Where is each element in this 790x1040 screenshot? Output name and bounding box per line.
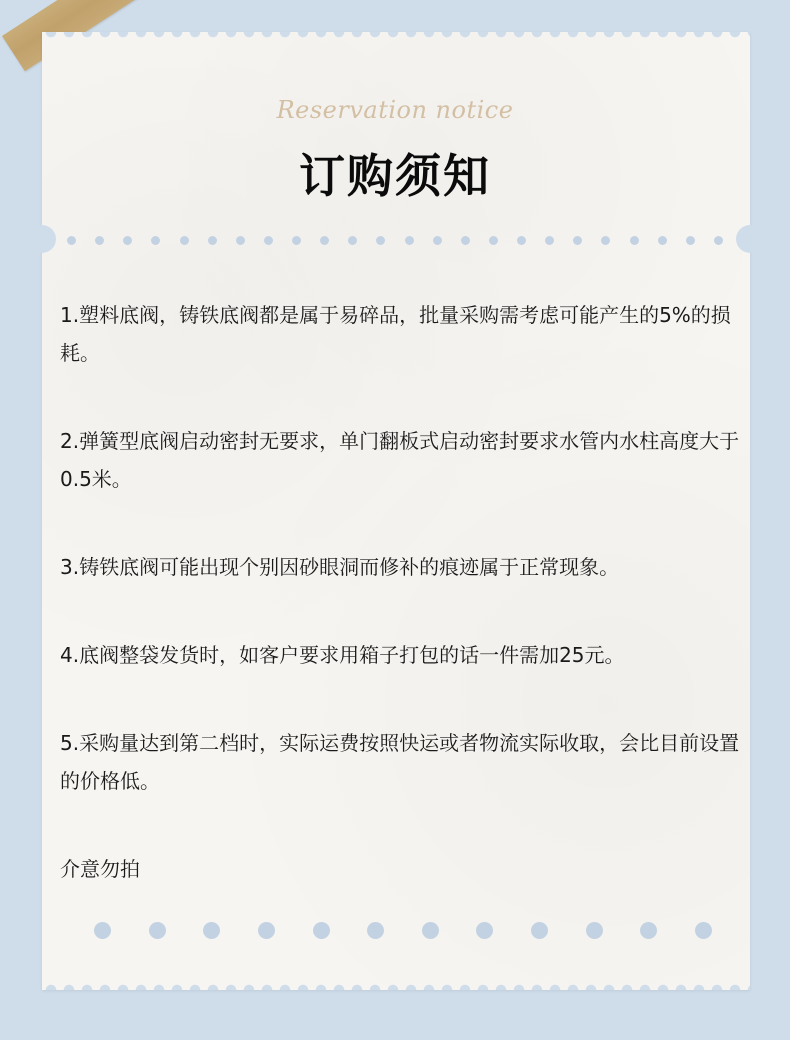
notice-item: 4.底阀整袋发货时，如客户要求用箱子打包的话一件需加25元。	[60, 643, 625, 667]
divider-dot	[461, 236, 470, 245]
divider-dot	[180, 236, 189, 245]
divider-dot	[489, 236, 498, 245]
footer-dot	[422, 922, 439, 939]
footer-dot	[94, 922, 111, 939]
divider-dot	[545, 236, 554, 245]
footer-note: 介意勿拍	[60, 857, 140, 881]
divider-dot	[208, 236, 217, 245]
footer-dot	[476, 922, 493, 939]
footer-dot	[695, 922, 712, 939]
divider-dot	[292, 236, 301, 245]
notice-item: 1.塑料底阀，铸铁底阀都是属于易碎品，批量采购需考虑可能产生的5%的损耗。	[60, 303, 731, 365]
ticket-notch-right	[736, 225, 764, 253]
notice-item: 3.铸铁底阀可能出现个别因砂眼洞而修补的痕迹属于正常现象。	[60, 555, 620, 579]
notice-item: 5.采购量达到第二档时，实际运费按照快运或者物流实际收取，会比目前设置的价格低。	[60, 731, 740, 793]
notice-item: 2.弹簧型底阀启动密封无要求，单门翻板式启动密封要求水管内水柱高度大于0.5米。	[60, 429, 740, 491]
footer-dot	[531, 922, 548, 939]
divider-dot	[714, 236, 723, 245]
divider-dot	[95, 236, 104, 245]
divider-dot	[517, 236, 526, 245]
footer-dot	[367, 922, 384, 939]
paper-scallop-top	[42, 32, 750, 42]
footer-dot	[258, 922, 275, 939]
divider-dot	[264, 236, 273, 245]
dotted-footer-divider	[94, 922, 712, 939]
divider-dot	[151, 236, 160, 245]
ticket-notch-left	[28, 225, 56, 253]
divider-dot	[433, 236, 442, 245]
divider-dot	[67, 236, 76, 245]
notice-list	[60, 296, 740, 938]
footer-dot	[313, 922, 330, 939]
dotted-divider	[67, 236, 723, 245]
divider-dot	[405, 236, 414, 245]
divider-dot	[348, 236, 357, 245]
paper-scallop-bottom	[42, 980, 750, 990]
footer-dot	[640, 922, 657, 939]
divider-dot	[320, 236, 329, 245]
footer-dot	[586, 922, 603, 939]
divider-dot	[630, 236, 639, 245]
divider-dot	[658, 236, 667, 245]
divider-dot	[601, 236, 610, 245]
divider-dot	[236, 236, 245, 245]
divider-dot	[376, 236, 385, 245]
footer-dot	[203, 922, 220, 939]
divider-dot	[123, 236, 132, 245]
page-subtitle: Reservation notice	[276, 96, 514, 124]
page-title: 订购须知	[299, 149, 491, 203]
footer-dot	[149, 922, 166, 939]
divider-dot	[573, 236, 582, 245]
divider-dot	[686, 236, 695, 245]
